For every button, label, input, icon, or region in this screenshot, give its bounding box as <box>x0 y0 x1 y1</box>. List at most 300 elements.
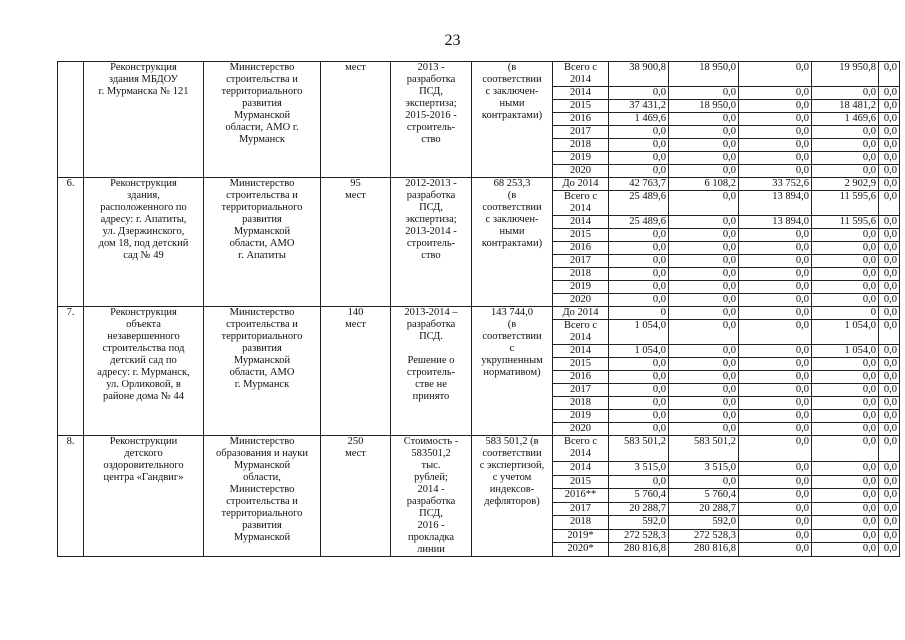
value-cell-text: 0,0 <box>795 242 809 253</box>
value-cell-text: 0,0 <box>652 371 666 382</box>
value-cell <box>609 165 669 178</box>
value-cell-text: 0,0 <box>862 543 876 555</box>
value-cell-text: 0,0 <box>883 529 897 541</box>
value-cell <box>879 62 900 87</box>
value-cell-text: 1 469,6 <box>844 113 876 124</box>
customer-name <box>204 178 321 307</box>
value-cell-text: 0,0 <box>862 139 876 150</box>
year-cell <box>553 113 609 126</box>
year-cell-text: 2016** <box>564 489 597 501</box>
value-cell-text: 18 950,0 <box>699 100 736 111</box>
value-cell <box>669 516 739 530</box>
object-name-text: Реконструкции детского оздоровительного центра «Гандвиг» <box>103 436 184 483</box>
value-cell <box>609 216 669 229</box>
value-cell-text: 0,0 <box>883 294 897 305</box>
value-cell <box>739 165 812 178</box>
value-cell <box>812 529 879 543</box>
value-cell-text: 20 288,7 <box>629 502 666 514</box>
value-cell-text: 0,0 <box>795 255 809 266</box>
value-cell <box>669 371 739 384</box>
value-cell-text: 0,0 <box>862 371 876 382</box>
value-cell-text: 0,0 <box>883 268 897 279</box>
value-cell-text: 0,0 <box>862 384 876 395</box>
year-cell-text: 2018 <box>570 139 591 150</box>
value-cell <box>609 281 669 294</box>
value-cell <box>812 62 879 87</box>
year-cell <box>553 516 609 530</box>
value-cell-text: 0,0 <box>883 358 897 369</box>
year-cell <box>553 229 609 242</box>
value-cell <box>879 475 900 489</box>
value-cell-text: 0,0 <box>722 139 736 150</box>
year-cell-text: 2020* <box>567 543 594 555</box>
year-cell-text: 2014 <box>570 345 591 356</box>
value-cell <box>669 410 739 423</box>
value-cell <box>739 423 812 436</box>
value-cell <box>739 255 812 268</box>
value-cell-text: 0,0 <box>722 294 736 305</box>
value-cell <box>879 229 900 242</box>
year-cell-text: 2020 <box>570 294 591 305</box>
value-cell-text: 0,0 <box>795 294 809 305</box>
value-cell-text: 0,0 <box>722 423 736 434</box>
value-cell <box>879 358 900 371</box>
value-cell-text: 0,0 <box>795 87 809 98</box>
year-cell-text: 2014 <box>570 87 591 98</box>
value-cell-text: 0,0 <box>795 502 809 514</box>
cost-basis <box>472 178 553 307</box>
value-cell-text: 0,0 <box>795 268 809 279</box>
value-cell-text: 0,0 <box>795 281 809 292</box>
value-cell <box>879 489 900 503</box>
value-cell-text: 592,0 <box>642 516 666 528</box>
value-cell <box>739 307 812 320</box>
value-cell-text: 0,0 <box>883 371 897 382</box>
investment-table <box>57 61 900 557</box>
value-cell-text: 0,0 <box>722 255 736 266</box>
value-cell-text: 37 431,2 <box>629 100 666 111</box>
value-cell <box>609 371 669 384</box>
value-cell <box>812 87 879 100</box>
year-cell <box>553 307 609 320</box>
value-cell-text: 0,0 <box>795 436 809 447</box>
value-cell-text: 0,0 <box>795 423 809 434</box>
value-cell <box>879 397 900 410</box>
value-cell <box>812 516 879 530</box>
year-cell-text: 2015 <box>570 358 591 369</box>
value-cell-text: 0,0 <box>652 268 666 279</box>
customer-name-text: Министерство строительства и территориального развития Мурманской области, АМО г. Мурманск <box>221 62 303 145</box>
year-cell <box>553 178 609 191</box>
year-cell <box>553 423 609 436</box>
value-cell <box>609 191 669 216</box>
value-cell <box>609 126 669 139</box>
value-cell-text: 0,0 <box>722 113 736 124</box>
year-cell <box>553 397 609 410</box>
value-cell-text: 0,0 <box>722 152 736 163</box>
value-cell <box>879 529 900 543</box>
value-cell-text: 0,0 <box>722 371 736 382</box>
value-cell <box>609 436 669 462</box>
value-cell <box>879 436 900 462</box>
row-number <box>58 62 84 178</box>
value-cell-text: 272 528,3 <box>694 529 736 541</box>
value-cell <box>669 320 739 345</box>
value-cell <box>669 165 739 178</box>
value-cell-text: 0,0 <box>795 345 809 356</box>
value-cell-text: 280 816,8 <box>624 543 666 555</box>
year-cell <box>553 165 609 178</box>
value-cell <box>739 139 812 152</box>
value-cell <box>812 384 879 397</box>
value-cell <box>812 255 879 268</box>
object-name-text: Реконструкция объекта незавершенного строительства под детский сад по адресу: г. Мурманск, ул. Орликовой, в районе дома № 44 <box>97 307 190 402</box>
year-cell <box>553 502 609 516</box>
value-cell-text: 0,0 <box>795 62 809 73</box>
value-cell <box>879 294 900 307</box>
value-cell <box>879 178 900 191</box>
value-cell-text: 3 515,0 <box>634 462 666 474</box>
value-cell-text: 583 501,2 <box>694 436 736 447</box>
value-cell <box>739 516 812 530</box>
cost-basis-text: 68 253,3 (в соответствии с заключен- ными контрактами) <box>481 178 543 249</box>
value-cell <box>669 152 739 165</box>
value-cell <box>812 502 879 516</box>
value-cell-text: 2 902,9 <box>844 178 876 189</box>
value-cell-text: 0,0 <box>722 320 736 331</box>
value-cell <box>609 543 669 557</box>
value-cell <box>739 410 812 423</box>
value-cell-text: 0,0 <box>883 113 897 124</box>
customer-name-text: Министерство строительства и территориального развития Мурманской области, АМО г. Апатиты <box>221 178 303 261</box>
value-cell-text: 1 054,0 <box>844 320 876 331</box>
year-cell-text: 2019 <box>570 152 591 163</box>
value-cell-text: 0,0 <box>883 384 897 395</box>
value-cell-text: 0,0 <box>862 502 876 514</box>
value-cell-text: 0,0 <box>883 320 897 331</box>
year-cell <box>553 87 609 100</box>
value-cell <box>609 345 669 358</box>
year-cell-text: 2019 <box>570 410 591 421</box>
value-cell-text: 0,0 <box>883 62 897 73</box>
value-cell-text: 0,0 <box>883 165 897 176</box>
value-cell <box>669 139 739 152</box>
row-number-text: 6. <box>66 178 75 189</box>
value-cell <box>879 320 900 345</box>
value-cell <box>739 320 812 345</box>
cost-basis-text: 143 744,0 (в соответствии с укрупненным нормативом) <box>481 307 543 378</box>
page-number: 23 <box>444 32 461 49</box>
year-cell <box>553 462 609 476</box>
year-cell-text: 2019 <box>570 281 591 292</box>
value-cell <box>879 516 900 530</box>
row-number-text: 7. <box>66 307 75 318</box>
value-cell-text: 1 054,0 <box>844 345 876 356</box>
value-cell-text: 0,0 <box>883 191 897 202</box>
year-cell-text: 2015 <box>570 229 591 240</box>
value-cell-text: 0,0 <box>862 268 876 279</box>
value-cell <box>812 371 879 384</box>
value-cell-text: 0,0 <box>862 397 876 408</box>
value-cell-text: 0,0 <box>862 87 876 98</box>
value-cell <box>879 126 900 139</box>
value-cell <box>739 113 812 126</box>
value-cell-text: 0,0 <box>795 307 809 318</box>
value-cell <box>739 384 812 397</box>
value-cell-text: 0,0 <box>883 475 897 487</box>
value-cell-text: 0,0 <box>795 152 809 163</box>
value-cell <box>669 475 739 489</box>
value-cell <box>739 268 812 281</box>
value-cell-text: 0,0 <box>862 475 876 487</box>
value-cell <box>609 423 669 436</box>
value-cell <box>739 543 812 557</box>
value-cell-text: 0,0 <box>722 126 736 137</box>
value-cell-text: 0,0 <box>862 255 876 266</box>
year-cell-text: 2019* <box>567 529 594 541</box>
value-cell-text: 0,0 <box>862 529 876 541</box>
value-cell-text: 592,0 <box>712 516 736 528</box>
value-cell-text: 0,0 <box>652 87 666 98</box>
value-cell-text: 0,0 <box>795 489 809 501</box>
value-cell-text: 0,0 <box>652 126 666 137</box>
value-cell <box>669 62 739 87</box>
value-cell-text: 0,0 <box>883 229 897 240</box>
value-cell <box>609 397 669 410</box>
value-cell-text: 0,0 <box>883 462 897 474</box>
year-cell <box>553 529 609 543</box>
value-cell-text: 0,0 <box>862 281 876 292</box>
value-cell-text: 42 763,7 <box>629 178 666 189</box>
value-cell-text: 0,0 <box>862 165 876 176</box>
value-cell-text: 0,0 <box>652 229 666 240</box>
year-cell <box>553 242 609 255</box>
value-cell-text: 0,0 <box>883 152 897 163</box>
value-cell <box>879 543 900 557</box>
value-cell-text: 19 950,8 <box>839 62 876 73</box>
value-cell <box>669 268 739 281</box>
year-cell-text: Всего с 2014 <box>563 320 598 343</box>
value-cell-text: 0,0 <box>883 502 897 514</box>
value-cell <box>812 436 879 462</box>
table-row <box>58 178 900 191</box>
value-cell <box>669 397 739 410</box>
year-cell <box>553 436 609 462</box>
value-cell <box>609 489 669 503</box>
value-cell <box>812 320 879 345</box>
year-cell-text: До 2014 <box>562 307 599 318</box>
value-cell <box>669 113 739 126</box>
value-cell <box>739 216 812 229</box>
value-cell <box>812 294 879 307</box>
value-cell <box>812 345 879 358</box>
value-cell-text: 0,0 <box>862 294 876 305</box>
value-cell-text: 13 894,0 <box>772 216 809 227</box>
value-cell-text: 0,0 <box>862 423 876 434</box>
object-name <box>84 307 204 436</box>
value-cell <box>739 152 812 165</box>
value-cell <box>879 255 900 268</box>
value-cell <box>739 229 812 242</box>
value-cell <box>879 345 900 358</box>
value-cell-text: 0,0 <box>652 255 666 266</box>
value-cell-text: 0,0 <box>722 358 736 369</box>
value-cell <box>739 242 812 255</box>
year-cell <box>553 489 609 503</box>
year-cell <box>553 191 609 216</box>
year-cell-text: 2016 <box>570 242 591 253</box>
year-cell-text: 2015 <box>570 475 591 487</box>
year-cell <box>553 410 609 423</box>
value-cell <box>669 423 739 436</box>
value-cell <box>812 307 879 320</box>
value-cell <box>669 307 739 320</box>
value-cell <box>812 462 879 476</box>
value-cell <box>609 307 669 320</box>
value-cell <box>609 242 669 255</box>
cost-basis-text: (в соответствии с заключен- ными контрактами) <box>481 62 543 121</box>
value-cell <box>739 87 812 100</box>
value-cell <box>812 397 879 410</box>
object-name <box>84 436 204 557</box>
value-cell-text: 0,0 <box>862 516 876 528</box>
value-cell <box>609 255 669 268</box>
value-cell <box>879 216 900 229</box>
value-cell <box>879 113 900 126</box>
value-cell <box>669 489 739 503</box>
value-cell <box>609 87 669 100</box>
value-cell <box>739 178 812 191</box>
value-cell-text: 0,0 <box>795 543 809 555</box>
value-cell-text: 0,0 <box>795 139 809 150</box>
value-cell <box>609 410 669 423</box>
value-cell-text: 0,0 <box>795 320 809 331</box>
value-cell <box>739 475 812 489</box>
year-cell-text: 2016 <box>570 371 591 382</box>
value-cell-text: 0,0 <box>722 307 736 318</box>
value-cell-text: 0,0 <box>652 165 666 176</box>
value-cell-text: 0,0 <box>862 126 876 137</box>
value-cell <box>812 152 879 165</box>
value-cell <box>669 216 739 229</box>
value-cell-text: 0,0 <box>883 423 897 434</box>
value-cell-text: 0,0 <box>883 516 897 528</box>
value-cell <box>669 87 739 100</box>
year-cell-text: 2017 <box>570 126 591 137</box>
row-number <box>58 436 84 557</box>
year-cell <box>553 268 609 281</box>
value-cell <box>812 281 879 294</box>
table-row <box>58 307 900 320</box>
value-cell-text: 18 950,0 <box>699 62 736 73</box>
value-cell <box>609 229 669 242</box>
year-cell-text: 2020 <box>570 165 591 176</box>
value-cell-text: 0,0 <box>722 410 736 421</box>
year-cell-text: 2018 <box>570 516 591 528</box>
value-cell-text: 0,0 <box>862 229 876 240</box>
customer-name-text: Министерство образования и науки Мурманской области, Министерство строительства и территориального развития Мурманской <box>216 436 308 543</box>
value-cell-text: 0,0 <box>862 242 876 253</box>
year-cell-text: 2015 <box>570 100 591 111</box>
value-cell-text: 0,0 <box>883 100 897 111</box>
capacity-text: 140 мест <box>345 307 366 330</box>
value-cell-text: 0,0 <box>795 397 809 408</box>
value-cell-text: 280 816,8 <box>694 543 736 555</box>
value-cell <box>609 178 669 191</box>
value-cell <box>879 502 900 516</box>
value-cell-text: 0,0 <box>862 436 876 447</box>
value-cell <box>739 294 812 307</box>
value-cell <box>609 516 669 530</box>
value-cell-text: 0,0 <box>883 242 897 253</box>
year-cell <box>553 320 609 345</box>
value-cell <box>879 423 900 436</box>
value-cell-text: 0,0 <box>862 410 876 421</box>
value-cell-text: 0,0 <box>795 384 809 395</box>
value-cell-text: 3 515,0 <box>704 462 736 474</box>
object-name <box>84 178 204 307</box>
year-cell <box>553 475 609 489</box>
value-cell <box>669 229 739 242</box>
value-cell-text: 11 595,6 <box>839 191 876 202</box>
value-cell <box>879 87 900 100</box>
value-cell-text: 0,0 <box>883 489 897 501</box>
year-cell-text: Всего с 2014 <box>563 191 598 214</box>
year-cell-text: 2017 <box>570 502 591 514</box>
value-cell-text: 0,0 <box>722 87 736 98</box>
value-cell-text: 0,0 <box>883 543 897 555</box>
cost-basis <box>472 307 553 436</box>
value-cell-text: 1 054,0 <box>634 345 666 356</box>
value-cell-text: 20 288,7 <box>699 502 736 514</box>
value-cell <box>609 139 669 152</box>
value-cell-text: 0,0 <box>883 87 897 98</box>
period <box>391 436 472 557</box>
value-cell-text: 6 108,2 <box>704 178 736 189</box>
value-cell-text: 0,0 <box>652 397 666 408</box>
value-cell <box>739 371 812 384</box>
value-cell <box>739 281 812 294</box>
value-cell-text: 0,0 <box>795 410 809 421</box>
value-cell <box>669 436 739 462</box>
value-cell-text: 0,0 <box>652 139 666 150</box>
value-cell-text: 0,0 <box>795 358 809 369</box>
value-cell <box>879 191 900 216</box>
value-cell-text: 0,0 <box>883 178 897 189</box>
period-text: 2013 - разработка ПСД, экспертиза; 2015-2016 - строитель- ство <box>405 62 457 145</box>
value-cell-text: 0,0 <box>795 100 809 111</box>
customer-name <box>204 307 321 436</box>
value-cell-text: 0,0 <box>652 152 666 163</box>
value-cell-text: 0,0 <box>722 281 736 292</box>
table-row <box>58 436 900 462</box>
period <box>391 62 472 178</box>
year-cell <box>553 62 609 87</box>
value-cell <box>812 165 879 178</box>
value-cell <box>669 502 739 516</box>
value-cell-text: 0,0 <box>883 307 897 318</box>
value-cell <box>812 216 879 229</box>
value-cell-text: 5 760,4 <box>704 489 736 501</box>
value-cell-text: 0,0 <box>795 371 809 382</box>
value-cell-text: 0,0 <box>722 216 736 227</box>
value-cell-text: 0,0 <box>883 410 897 421</box>
value-cell <box>669 100 739 113</box>
value-cell-text: 25 489,6 <box>629 191 666 202</box>
value-cell <box>609 384 669 397</box>
value-cell-text: 0,0 <box>722 229 736 240</box>
value-cell-text: 0,0 <box>795 462 809 474</box>
